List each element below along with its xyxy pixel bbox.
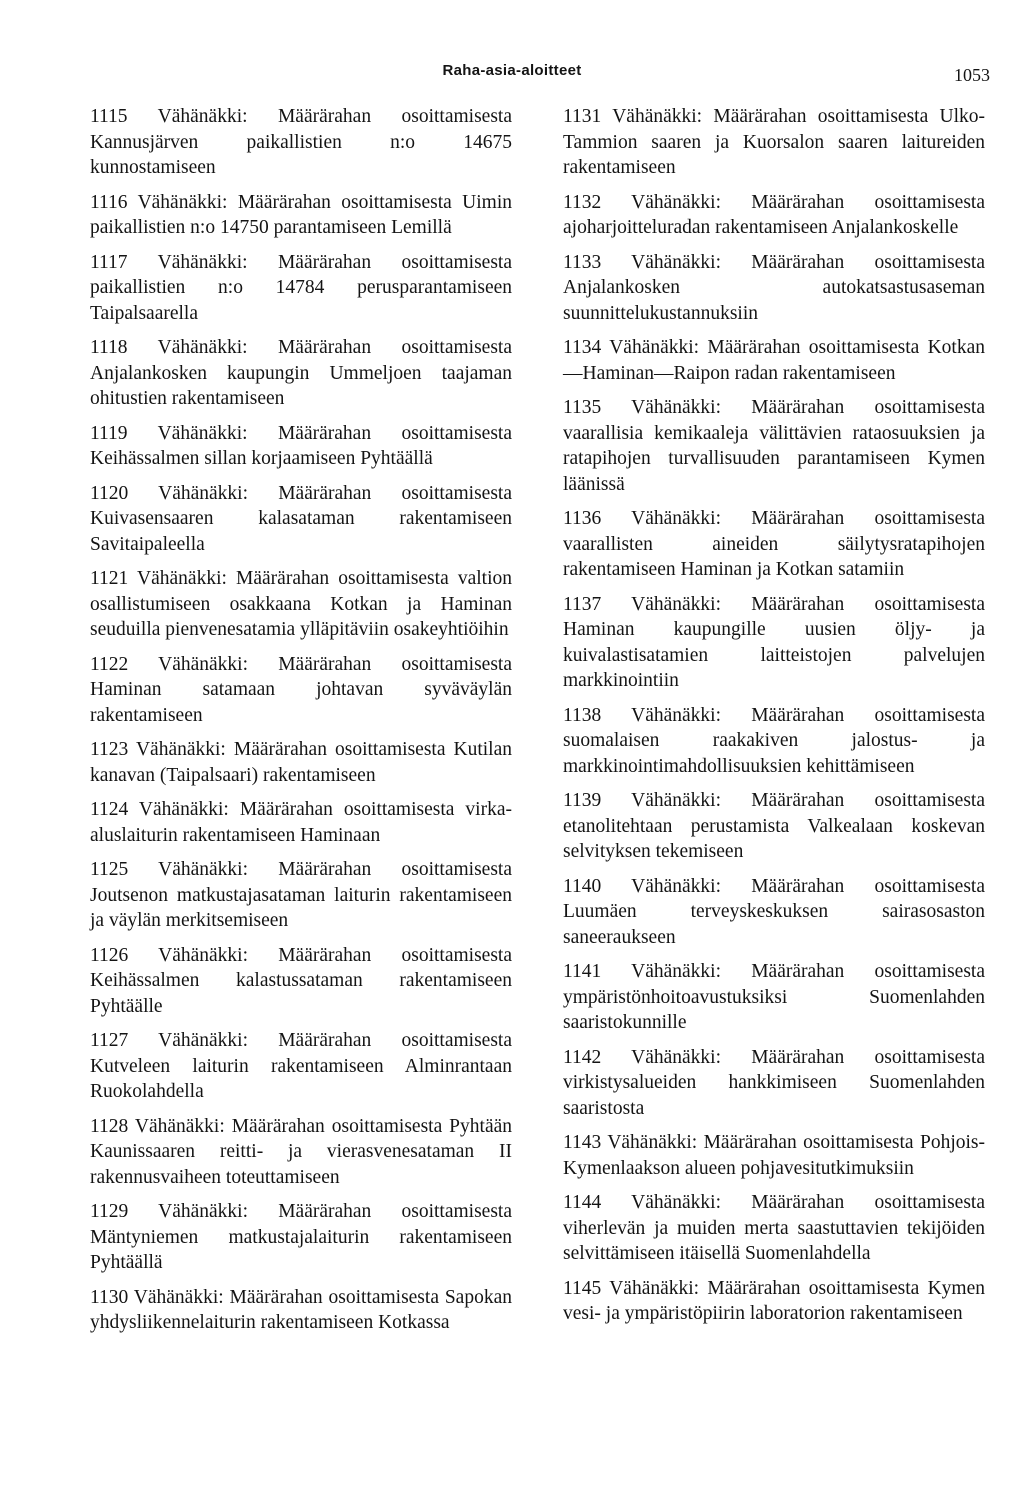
motion-entry-1139: 1139 Vähänäkki: Määrärahan osoittamisesta etanolitehtaan perustamista Valkealaan koskevan selvityksen tekemiseen bbox=[563, 790, 985, 862]
running-header-title: Raha-asia-aloitteet bbox=[442, 62, 582, 79]
motion-entry-1141: 1141 Vähänäkki: Määrärahan osoittamisesta ympäristönhoitoavustuksiksi Suomenlahden saaristokunnille bbox=[563, 961, 985, 1033]
motion-entry-1138: 1138 Vähänäkki: Määrärahan osoittamisesta suomalaisen raakakiven jalostus- ja markkinointimahdollisuuksien kehittämiseen bbox=[563, 704, 985, 777]
motion-entry-1131: 1131 Vähänäkki: Määrärahan osoittamisesta Ulko-Tammion saaren ja Kuorsalon saaren laitureiden rakentamiseen bbox=[563, 106, 985, 178]
motion-entry-1123: 1123 Vähänäkki: Määrärahan osoittamisesta Kutilan kanavan (Taipalsaari) rakentamiseen bbox=[90, 739, 512, 786]
motion-entry-1127: 1127 Vähänäkki: Määrärahan osoittamisesta Kutveleen laiturin rakentamiseen Alminrantaan Ruokolahdella bbox=[90, 1030, 512, 1102]
motion-entry-1144: 1144 Vähänäkki: Määrärahan osoittamisesta viherlevän ja muiden merta saastuttavien tekijöiden selvittämiseen itäisellä Suomenlahdella bbox=[563, 1192, 985, 1264]
page-header bbox=[0, 56, 1024, 86]
motion-entry-1119: 1119 Vähänäkki: Määrärahan osoittamisesta Keihässalmen sillan korjaamiseen Pyhtäällä bbox=[90, 422, 512, 469]
motion-entry-1130: 1130 Vähänäkki: Määrärahan osoittamisesta Sapokan yhdysliikennelaiturin rakentamiseen Kotkassa bbox=[90, 1286, 512, 1333]
motion-entry-1118: 1118 Vähänäkki: Määrärahan osoittamisesta Anjalankosken kaupungin Ummeljoen taajaman ohitustien rakentamiseen bbox=[90, 337, 512, 409]
motion-entry-1135: 1135 Vähänäkki: Määrärahan osoittamisesta vaarallisia kemikaaleja välittävien rataosuuksien ja ratapihojen turvallisuuden parantamiseen Kymen läänissä bbox=[563, 397, 985, 495]
motion-entry-1137: 1137 Vähänäkki: Määrärahan osoittamisesta Haminan kaupungille uusien öljy- ja kuivalastisatamien laitteistojen palvelujen markkinointiin bbox=[563, 593, 985, 691]
motion-entry-1128: 1128 Vähänäkki: Määrärahan osoittamisesta Pyhtään Kaunissaaren reitti- ja vierasvenesataman II rakennusvaiheen toteuttamiseen bbox=[90, 1115, 512, 1188]
motion-entry-1125: 1125 Vähänäkki: Määrärahan osoittamisesta Joutsenon matkustajasataman laiturin rakentamiseen ja väylän merkitsemiseen bbox=[90, 859, 512, 931]
motion-entry-1133: 1133 Vähänäkki: Määrärahan osoittamisesta Anjalankosken autokatsastusaseman suunnittelukustannuksiin bbox=[563, 251, 985, 324]
motion-entry-1122: 1122 Vähänäkki: Määrärahan osoittamisesta Haminan satamaan johtavan syväväylän rakentamiseen bbox=[90, 653, 512, 726]
page-number: 1053 bbox=[954, 65, 990, 85]
right-column bbox=[563, 104, 985, 1336]
left-column bbox=[90, 104, 512, 1345]
motion-entry-1132: 1132 Vähänäkki: Määrärahan osoittamisesta ajoharjoitteluradan rakentamiseen Anjalankoskelle bbox=[563, 191, 985, 238]
motion-entry-1134: 1134 Vähänäkki: Määrärahan osoittamisesta Kotkan—Haminan—Raipon radan rakentamiseen bbox=[563, 337, 985, 384]
motion-entry-1120: 1120 Vähänäkki: Määrärahan osoittamisesta Kuivasensaaren kalasataman rakentamiseen Savitaipaleella bbox=[90, 482, 512, 555]
motion-entry-1116: 1116 Vähänäkki: Määrärahan osoittamisesta Uimin paikallistien n:o 14750 parantamiseen Lemillä bbox=[90, 191, 512, 238]
motion-entry-1129: 1129 Vähänäkki: Määrärahan osoittamisesta Mäntyniemen matkustajalaiturin rakentamiseen Pyhtäällä bbox=[90, 1201, 512, 1273]
motion-entry-1143: 1143 Vähänäkki: Määrärahan osoittamisesta Pohjois-Kymenlaakson alueen pohjavesitutkimuksiin bbox=[563, 1132, 985, 1179]
motion-entry-1124: 1124 Vähänäkki: Määrärahan osoittamisesta virka-aluslaiturin rakentamiseen Haminaan bbox=[90, 799, 512, 846]
motion-entry-1140: 1140 Vähänäkki: Määrärahan osoittamisesta Luumäen terveyskeskuksen sairasosaston saneeraukseen bbox=[563, 875, 985, 948]
motion-entry-1117: 1117 Vähänäkki: Määrärahan osoittamisesta paikallistien n:o 14784 perusparantamiseen Taipalsaarella bbox=[90, 251, 512, 324]
motion-entry-1121: 1121 Vähänäkki: Määrärahan osoittamisesta valtion osallistumiseen osakkaana Kotkan ja Haminan seuduilla pienvenesatamia ylläpitäviin osakeyhtiöihin bbox=[90, 568, 512, 640]
motion-entry-1142: 1142 Vähänäkki: Määrärahan osoittamisesta virkistysalueiden hankkimiseen Suomenlahden saaristosta bbox=[563, 1046, 985, 1119]
motion-entry-1115: 1115 Vähänäkki: Määrärahan osoittamisesta Kannusjärven paikallistien n:o 14675 kunnostamiseen bbox=[90, 106, 512, 178]
motion-entry-1136: 1136 Vähänäkki: Määrärahan osoittamisesta vaarallisten aineiden säilytysratapihojen rakentamiseen Haminan ja Kotkan satamiin bbox=[563, 508, 985, 580]
motion-entry-1126: 1126 Vähänäkki: Määrärahan osoittamisesta Keihässalmen kalastussataman rakentamiseen Pyhtäälle bbox=[90, 944, 512, 1017]
motion-entry-1145: 1145 Vähänäkki: Määrärahan osoittamisesta Kymen vesi- ja ympäristöpiirin laboratorion rakentamiseen bbox=[563, 1277, 985, 1324]
